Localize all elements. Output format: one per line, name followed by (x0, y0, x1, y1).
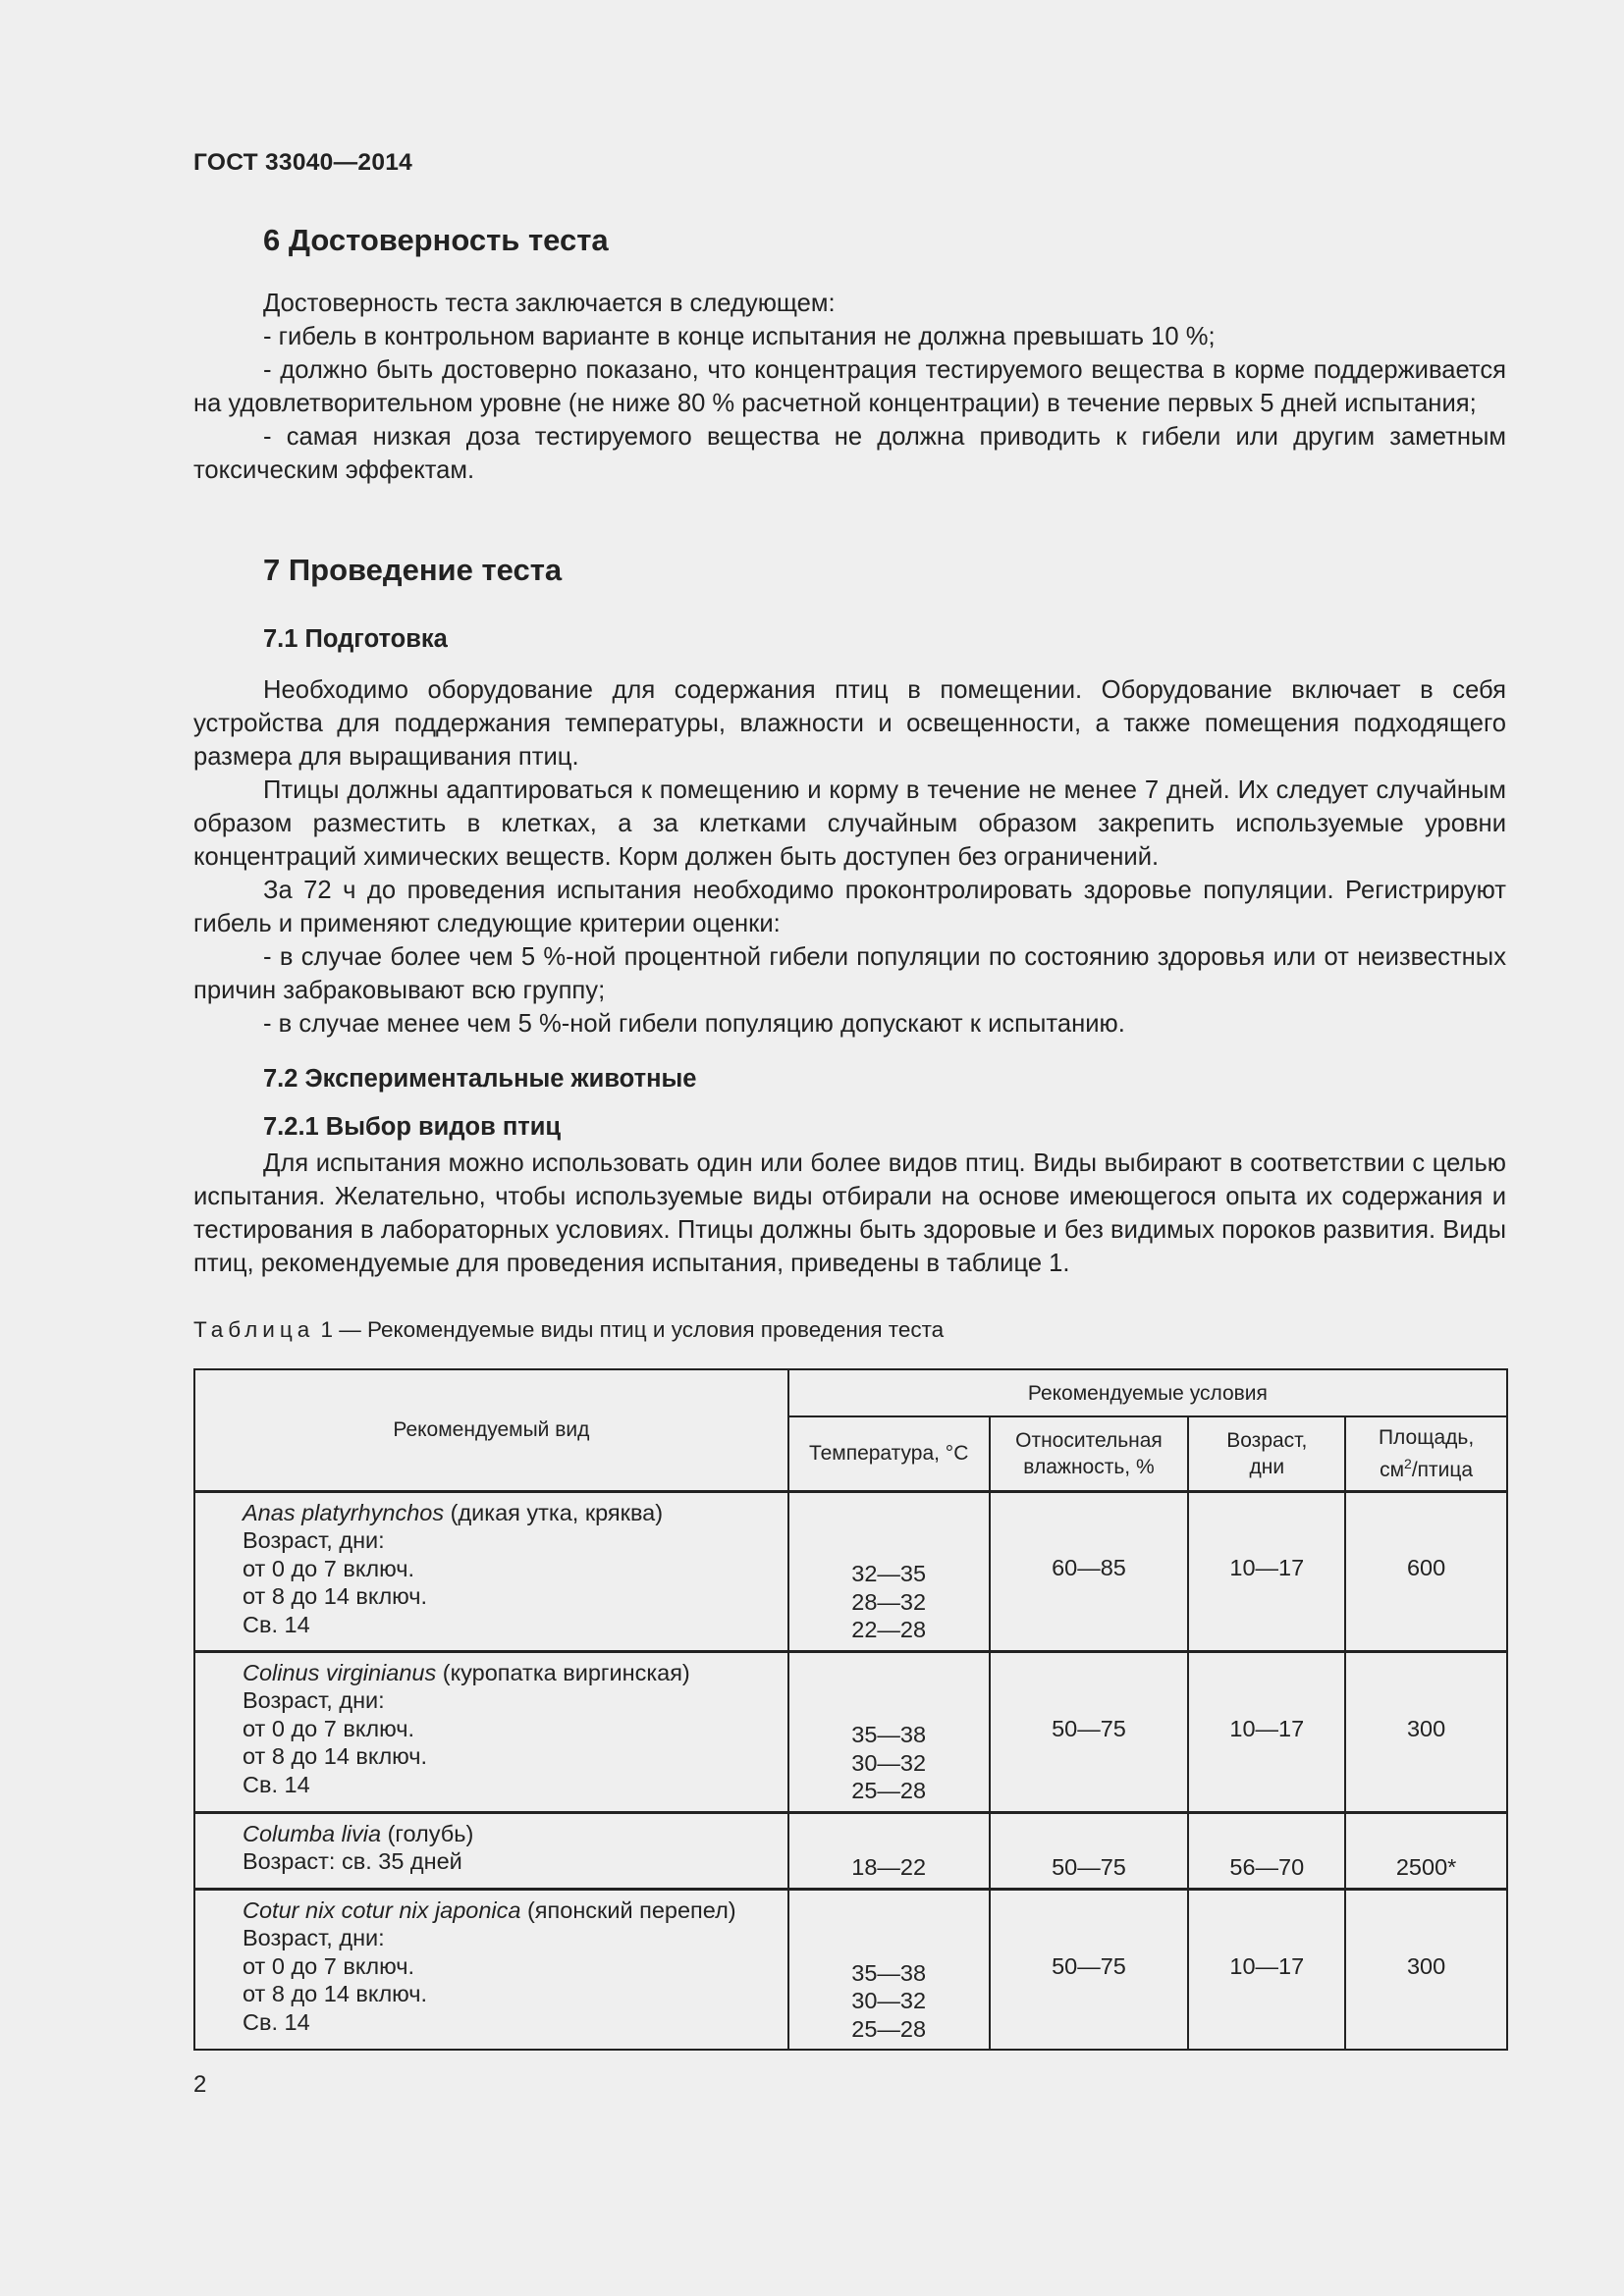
header-age-line2: дни (1249, 1455, 1285, 1478)
humidity-cell: 50—75 (990, 1812, 1189, 1889)
table-row-colinus (194, 1651, 1507, 1812)
page-number: 2 (193, 2071, 207, 2098)
temperature-cell (788, 1889, 990, 2050)
species-line: Возраст: св. 35 дней (243, 1848, 462, 1874)
age-cell: 10—17 (1188, 1491, 1345, 1651)
section-7-1-heading: 7.1 Подготовка (263, 625, 448, 653)
table-row-coturnix (194, 1889, 1507, 2050)
species-line: Св. 14 (243, 2008, 310, 2035)
humidity-cell: 50—75 (990, 1889, 1189, 2050)
section-7-heading: 7 Проведение теста (263, 553, 563, 587)
temperature-cell (788, 1651, 990, 1812)
temperature-value: 28—32 (851, 1588, 927, 1615)
table-caption (193, 1317, 944, 1343)
section-6-heading: 6 Достоверность теста (263, 223, 609, 257)
list-item: - самая низкая доза тестируемого вещества не должна приводить к гибели или другим заметным токсическим эффектам. (193, 423, 1506, 484)
header-humidity-line1: Относительная (1015, 1428, 1163, 1452)
paragraph: Птицы должны адаптироваться к помещению и корму в течение не менее 7 дней. Их следует случайным образом разместить в клетках, а за клетками случайным образом закрепить используемые уровни концентраций химических веществ. Корм должен быть доступен без ограничений. (193, 776, 1506, 871)
temperature-value: 18—22 (851, 1854, 927, 1880)
area-cell: 600 (1345, 1491, 1507, 1651)
header-humidity (990, 1416, 1189, 1491)
list-item: - в случае более чем 5 %-ной процентной гибели популяции по состоянию здоровья или от неизвестных причин забраковывают всю группу; (193, 943, 1506, 1004)
area-cell: 2500* (1345, 1812, 1507, 1889)
table-caption-label: Таблица (193, 1317, 315, 1342)
temperature-value: 35—38 (851, 1722, 927, 1747)
age-cell: 10—17 (1188, 1889, 1345, 2050)
header-conditions: Рекомендуемые условия (788, 1369, 1507, 1416)
list-item: - должно быть достоверно показано, что концентрация тестируемого вещества в корме поддерживается на удовлетворительном уровне (не ниже 80 % расчетной концентрации) в течение первых 5 дней испытания; (193, 356, 1506, 417)
table-row-columba (194, 1812, 1507, 1889)
species-cell (194, 1889, 788, 2050)
species-cell (194, 1491, 788, 1651)
paragraph: Необходимо оборудование для содержания птиц в помещении. Оборудование включает в себя устройства для поддержания температуры, влажности и освещенности, а также помещения подходящего размера для выращивания птиц. (193, 676, 1506, 771)
species-line: Св. 14 (243, 1611, 310, 1637)
temperature-value: 35—38 (851, 1959, 927, 1986)
temperature-value: 30—32 (851, 1749, 927, 1776)
species-latin: Anas platyrhynchos (243, 1499, 445, 1525)
species-conditions-table (193, 1368, 1508, 2051)
list-item: - гибель в контрольном варианте в конце испытания не должна превышать 10 %; (263, 323, 1216, 350)
paragraph: Для испытания можно использовать один или более видов птиц. Виды выбирают в соответствии с целью испытания. Желательно, чтобы используемые виды отбирали на основе имеющегося опыта их содержания и тестирования в лабораторных условиях. Птицы должны быть здоровые и без видимых пороков развития. Виды птиц, рекомендуемые для проведения испытания, приведены в таблице 1. (193, 1149, 1506, 1277)
standard-id: ГОСТ 33040—2014 (193, 149, 413, 176)
age-cell: 10—17 (1188, 1651, 1345, 1812)
section-7-2-1-heading: 7.2.1 Выбор видов птиц (263, 1113, 562, 1141)
species-latin: Columba livia (243, 1820, 382, 1846)
header-area-unit-sup: 2 (1404, 1455, 1412, 1471)
species-line: от 8 до 14 включ. (243, 1981, 428, 2006)
temperature-value: 22—28 (851, 1617, 927, 1642)
list-item: - в случае менее чем 5 %-ной гибели популяцию допускают к испытанию. (263, 1010, 1125, 1038)
temperature-value: 25—28 (851, 1778, 927, 1803)
temperature-value: 25—28 (851, 2015, 927, 2042)
area-cell: 300 (1345, 1651, 1507, 1812)
paragraph: Достоверность теста заключается в следующем: (263, 290, 836, 317)
header-age-line1: Возраст, (1226, 1428, 1308, 1452)
table-row-anas (194, 1491, 1507, 1651)
header-area-line1: Площадь, (1378, 1425, 1475, 1449)
age-cell: 56—70 (1188, 1812, 1345, 1889)
table-caption-text: 1 — Рекомендуемые виды птиц и условия проведения теста (320, 1317, 945, 1342)
species-line: от 0 до 7 включ. (243, 1952, 414, 1979)
section-7-2-heading: 7.2 Экспериментальные животные (263, 1065, 697, 1093)
header-temperature: Температура, °С (788, 1416, 990, 1491)
species-latin: Cotur nix cotur nix japonica (243, 1896, 521, 1923)
temperature-value: 32—35 (851, 1561, 927, 1586)
header-area (1345, 1416, 1507, 1491)
species-cell (194, 1812, 788, 1889)
species-common: (куропатка виргинская) (436, 1659, 690, 1685)
species-cell (194, 1651, 788, 1812)
species-latin: Colinus virginianus (243, 1659, 437, 1685)
species-line: от 0 до 7 включ. (243, 1715, 414, 1741)
area-cell: 300 (1345, 1889, 1507, 2050)
species-common: (голубь) (381, 1820, 474, 1846)
species-line: Возраст, дни: (243, 1925, 385, 1950)
header-area-unit: см (1380, 1458, 1405, 1481)
section-7-1-body (193, 673, 1506, 1041)
section-6-body (193, 287, 1506, 487)
header-humidity-line2: влажность, % (1023, 1455, 1155, 1478)
header-area-unit-rest: /птица (1411, 1458, 1474, 1481)
temperature-value: 30—32 (851, 1988, 927, 2013)
species-line: Возраст, дни: (243, 1687, 385, 1713)
header-age (1188, 1416, 1345, 1491)
species-common: (японский перепел) (520, 1896, 736, 1923)
temperature-cell (788, 1812, 990, 1889)
species-line: Св. 14 (243, 1771, 310, 1797)
species-line: Возраст, дни: (243, 1527, 385, 1553)
humidity-cell: 50—75 (990, 1651, 1189, 1812)
paragraph: За 72 ч до проведения испытания необходимо проконтролировать здоровье популяции. Регистрируют гибель и применяют следующие критерии оценки: (193, 877, 1506, 937)
section-7-2-1-body (193, 1147, 1506, 1280)
header-species: Рекомендуемый вид (194, 1369, 788, 1491)
species-line: от 8 до 14 включ. (243, 1743, 428, 1769)
humidity-cell: 60—85 (990, 1491, 1189, 1651)
species-common: (дикая утка, кряква) (444, 1499, 664, 1525)
species-line: от 8 до 14 включ. (243, 1583, 428, 1609)
temperature-cell (788, 1491, 990, 1651)
species-line: от 0 до 7 включ. (243, 1555, 414, 1581)
